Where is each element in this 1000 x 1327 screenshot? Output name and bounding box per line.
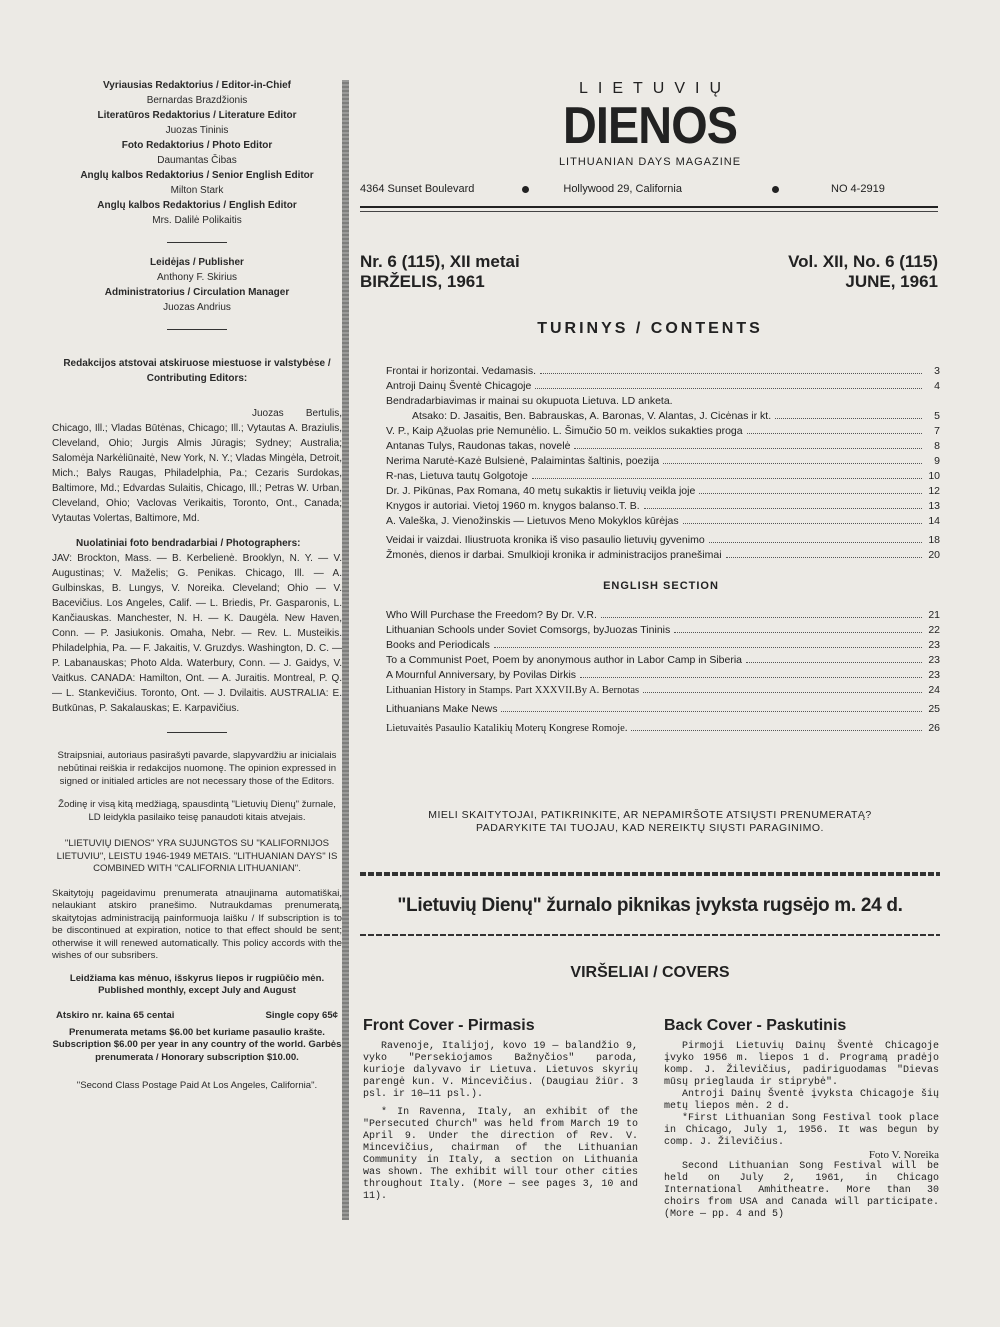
literature-editor-name: Juozas Tininis xyxy=(165,125,229,136)
back-cover-text-4: Second Lithuanian Song Festival will be held on July 2, 1961, in Chicago International Amhitheatre. More than 30 choirs from USA and Canada will participate. (More — pp. 4 and 5) xyxy=(664,1160,939,1220)
toc-entry xyxy=(386,470,940,485)
toc-entry-title: V. P., Kaip Ąžuolas prie Nemunėlio. L. Šimučio 50 m. veiklos sukakties proga xyxy=(386,425,743,437)
toc-entry xyxy=(386,722,940,737)
english-editor-name: Mrs. Dalilė Polikaitis xyxy=(152,215,242,226)
toc-entry xyxy=(386,440,940,455)
toc-entry-page: 23 xyxy=(928,639,940,651)
front-cover-description xyxy=(363,1017,638,1209)
toc-entry xyxy=(386,425,940,440)
appeal-line-1: MIELI SKAITYTOJAI, PATIKRINKITE, AR NEPAMIRŠOTE ATSIŲSTI PRENUMERATĄ? xyxy=(428,809,872,821)
toc-entry-title: Atsako: D. Jasaitis, Ben. Babrauskas, A. Baronas, V. Alantas, J. Cicėnas ir kt. xyxy=(412,410,772,422)
front-cover-text-lt: Ravenoje, Italijoj, kovo 19 — balandžio 9, vyko "Persekiojamos Bažnyčios" paroda, kurioje dalyvavo ir Lietuva. Lietuvos skyrių parengė kun. V. Mincevičius. (Daugiau žiūr. 3 psl. ir 10—11 psl.). xyxy=(363,1040,638,1100)
toc-entry-page: 14 xyxy=(928,515,940,527)
contributing-editors-title: Redakcijos atstovai atskiruose miestuose ir valstybėse / Contributing Editors: xyxy=(63,358,331,384)
toc-entry-title: Books and Periodicals xyxy=(386,639,490,651)
toc-entry-page: 24 xyxy=(928,684,940,696)
editor-in-chief-title: Vyriausias Redaktorius / Editor-in-Chief xyxy=(102,80,291,91)
toc-entry-title: To a Communist Poet, Poem by anonymous author in Labor Camp in Siberia xyxy=(386,654,743,666)
toc-leader-dots xyxy=(643,692,922,693)
decorative-rule xyxy=(360,934,940,936)
toc-leader-dots xyxy=(699,493,922,494)
toc-leader-dots xyxy=(601,617,922,618)
senior-english-editor-title: Anglų kalbos Redaktorius / Senior English Editor xyxy=(80,170,314,181)
issue-number-en: Vol. XII, No. 6 (115) xyxy=(788,252,938,271)
table-of-contents xyxy=(386,365,940,564)
toc-entry-page: 20 xyxy=(928,549,940,561)
toc-entry-page: 23 xyxy=(928,654,940,666)
toc-leader-dots xyxy=(726,557,922,558)
toc-entry xyxy=(386,515,940,530)
postage-notice: "Second Class Postage Paid At Los Angeles, California". xyxy=(76,1080,318,1091)
toc-entry xyxy=(386,549,940,564)
toc-leader-dots xyxy=(674,632,922,633)
masthead xyxy=(540,80,760,168)
divider xyxy=(167,732,227,733)
publication-schedule-en: Published monthly, except July and August xyxy=(98,985,296,996)
phone-number: NO 4-2919 xyxy=(831,183,885,195)
back-cover-text-3: *First Lithuanian Song Festival took place in Chicago, July 1, 1956. It was begun by comp. J. Žilevičius. xyxy=(664,1112,939,1148)
toc-entry xyxy=(386,485,940,500)
toc-entry xyxy=(386,395,940,410)
toc-entry-page: 13 xyxy=(928,500,940,512)
english-section-heading: ENGLISH SECTION xyxy=(603,580,719,592)
issue-date-en: JUNE, 1961 xyxy=(845,272,938,291)
toc-entry-title: Antanas Tulys, Raudonas takas, novelė xyxy=(386,440,571,452)
toc-entry-title: Dr. J. Pikūnas, Pax Romana, 40 metų sukaktis ir lietuvių veikla joje xyxy=(386,485,696,497)
subscription-prices: Prenumerata metams $6.00 bet kuriame pasaulio krašte. Subscription $6.00 per year in any country of the world. Garbės prenumerata / Honorary subscription $10.00. xyxy=(52,1026,342,1063)
english-editor-title: Anglų kalbos Redaktorius / English Editor xyxy=(97,200,297,211)
toc-entry-title: Knygos ir autoriai. Vietoj 1960 m. knygos balanso.T. B. xyxy=(386,500,640,512)
toc-entry-page: 21 xyxy=(928,609,940,621)
toc-entry-page: 26 xyxy=(928,722,940,734)
toc-leader-dots xyxy=(747,433,922,434)
single-copy-price-lt: Atskiro nr. kaina 65 centai xyxy=(56,1009,175,1021)
header-rule xyxy=(360,206,938,208)
issue-number-lt: Nr. 6 (115), XII metai xyxy=(360,252,520,271)
toc-leader-dots xyxy=(501,711,922,712)
toc-entry-title: Who Will Purchase the Freedom? By Dr. V.R. xyxy=(386,609,597,621)
appeal-line-2: PADARYKITE TAI TUOJAU, KAD NEREIKTŲ SIŲSTI PARAGINIMO. xyxy=(476,822,824,834)
toc-entry-page: 7 xyxy=(934,425,940,437)
toc-entry-page: 3 xyxy=(934,365,940,377)
toc-entry xyxy=(386,684,940,699)
toc-entry-page: 12 xyxy=(928,485,940,497)
divider xyxy=(167,329,227,330)
toc-leader-dots xyxy=(644,508,922,509)
toc-entry-page: 22 xyxy=(928,624,940,636)
toc-leader-dots xyxy=(709,542,922,543)
literature-editor-title: Literatūros Redaktorius / Literature Editor xyxy=(97,110,297,121)
toc-entry-title: Lithuanian Schools under Soviet Comsorgs, byJuozas Tininis xyxy=(386,624,671,636)
divider xyxy=(167,242,227,243)
toc-entry-page: 18 xyxy=(928,534,940,546)
toc-entry-page: 5 xyxy=(934,410,940,422)
subscription-notice: Skaitytojų pageidavimu prenumerata atnaujinama automatiškai, nelaukiant atskiro pranešimo. Nutraukdamas prenumeratą, skaitytojas administraciją painformuoja laišku / If subscription is to be discontinued at expiration, notice to that effect should be sent; otherwise it will renewed automatically. This policy accords with the wishes of our subsribers. xyxy=(52,887,342,961)
toc-entry-page: 25 xyxy=(928,703,940,715)
toc-entry-title: Bendradarbiavimas ir mainai su okupuota Lietuva. LD anketa. xyxy=(386,395,673,407)
toc-leader-dots xyxy=(532,478,922,479)
toc-entry xyxy=(386,654,940,669)
toc-entry xyxy=(386,609,940,624)
toc-entry xyxy=(386,410,940,425)
toc-entry-title: A. Valeška, J. Vienožinskis — Lietuvos Meno Mokyklos kūrėjas xyxy=(386,515,679,527)
back-cover-text-2: Antroji Dainų Šventė įvyksta Chicagoje šių metų liepos mėn. 2 d. xyxy=(664,1088,939,1112)
toc-entry-page: 8 xyxy=(934,440,940,452)
toc-entry-title: Frontai ir horizontai. Vedamasis. xyxy=(386,365,536,377)
back-cover-text-1: Pirmoji Lietuvių Dainų Šventė Chicagoje įvyko 1956 m. liepos 1 d. Programą pradėjo komp. J. Žilevičius, padiriguodamas "Dievas mūsų prieglauda ir stiprybė". xyxy=(664,1040,939,1088)
picnic-announcement: "Lietuvių Dienų" žurnalo piknikas įvyksta rugsėjo m. 24 d. xyxy=(397,895,903,916)
photographers-title: Nuolatiniai foto bendradarbiai / Photographers: xyxy=(76,538,301,549)
toc-entry-title: Lithuanians Make News xyxy=(386,703,498,715)
toc-entry xyxy=(386,669,940,684)
toc-entry-title: Lithuanian History in Stamps. Part XXXVII.By A. Bernotas xyxy=(386,685,640,696)
column-divider-bar xyxy=(342,80,349,1220)
toc-entry xyxy=(386,365,940,380)
toc-leader-dots xyxy=(663,463,922,464)
toc-entry-title: Veidai ir vaizdai. Iliustruota kronika iš viso pasaulio lietuvių gyvenimo xyxy=(386,534,705,546)
issue-date-lt: BIRŽELIS, 1961 xyxy=(360,272,485,291)
circulation-manager-name: Juozas Andrius xyxy=(163,302,231,313)
masthead-top-word: LIETUVIŲ xyxy=(578,80,731,97)
opinion-notice: Straipsniai, autoriaus pasirašyti pavarde, slapyvardžiu ar inicialais nebūtinai reiškia ir redakcijos nuomonę. The opinion expressed in signed or initialed articles are not necessary those of the Editors. xyxy=(57,750,337,787)
editor-in-chief-name: Bernardas Brazdžionis xyxy=(146,95,248,106)
front-cover-heading: Front Cover - Pirmasis xyxy=(363,1017,535,1034)
toc-leader-dots xyxy=(535,388,922,389)
toc-entry xyxy=(386,534,940,549)
toc-entry-page: 4 xyxy=(934,380,940,392)
toc-entry-page: 10 xyxy=(928,470,940,482)
senior-english-editor-name: Milton Stark xyxy=(170,185,224,196)
toc-entry-title: R-nas, Lietuva tautų Golgotoje xyxy=(386,470,528,482)
toc-entry xyxy=(386,455,940,470)
toc-leader-dots xyxy=(540,373,922,374)
publisher-name: Anthony F. Skirius xyxy=(156,272,238,283)
rights-notice: Žodinę ir visą kitą medžiagą, spausdintą "Lietuvių Dienų" žurnale, LD leidykla pasilaiko teisę panaudoti kitais atvejais. xyxy=(58,799,336,823)
single-copy-price-en: Single copy 65¢ xyxy=(265,1009,338,1021)
back-cover-description xyxy=(664,1017,939,1221)
decorative-rule xyxy=(360,872,940,876)
toc-entry xyxy=(386,703,940,718)
masthead-subtitle: LITHUANIAN DAYS MAGAZINE xyxy=(558,156,742,168)
address-bar xyxy=(360,183,940,195)
publisher-title: Leidėjas / Publisher xyxy=(150,257,244,268)
back-cover-heading: Back Cover - Paskutinis xyxy=(664,1017,847,1034)
toc-entry-page: 23 xyxy=(928,669,940,681)
toc-entry xyxy=(386,639,940,654)
issue-info-en xyxy=(788,252,938,292)
subscription-appeal xyxy=(360,809,940,835)
contributing-editors-list: Juozas Bertulis, Chicago, Ill.; Vladas Būtėnas, Chicago; Ill.; Vytautas A. Braziulis, Cleveland, Ohio; Jurgis Almis Jūragis; Sydney; Australia; Salomėja Narkėliūnaitė, New York, N. Y.; Vladas Mingėla, Detroit, Mich.; Balys Raugas, Philadelphia, Pa.; Cezaris Surdokas, Baltimore, Md.; Edvardas Sulaitis, Chicago, Ill.; Petras W. Urban, Cleveland, Ohio; Vaclovas Verikaitis, Toronto, Ont., Canada; Vytautas Volertas, Baltimore, Md. xyxy=(52,408,342,524)
contents-heading: TURINYS / CONTENTS xyxy=(537,320,763,337)
toc-leader-dots xyxy=(574,448,922,449)
toc-entry-title: Žmonės, dienos ir darbai. Smulkioji kronika ir administracijos pranešimai xyxy=(386,549,722,561)
publication-schedule-lt: Leidžiama kas mėnuo, išskyrus liepos ir rugpiūčio mėn. xyxy=(69,972,325,984)
toc-entry-title: Lietuvaitės Pasaulio Katalikių Moterų Kongrese Romoje. xyxy=(386,723,628,734)
city-address: Hollywood 29, California xyxy=(563,183,682,195)
toc-leader-dots xyxy=(746,662,922,663)
toc-entry-title: Antroji Dainų Šventė Chicagoje xyxy=(386,380,532,392)
photo-credit: Foto V. Noreika xyxy=(868,1148,939,1161)
toc-entry xyxy=(386,500,940,515)
toc-leader-dots xyxy=(775,418,922,419)
masthead-title: DIENOS xyxy=(562,97,738,155)
toc-entry-title: A Mournful Anniversary, by Povilas Dirkis xyxy=(386,669,577,681)
toc-entry-title: Nerima Narutė-Kazė Bulsienė, Palaimintas šaltinis, poezija xyxy=(386,455,660,467)
street-address: 4364 Sunset Boulevard xyxy=(360,183,475,195)
toc-leader-dots xyxy=(631,730,922,731)
photographers-list: JAV: Brockton, Mass. — B. Kerbelienė. Brooklyn, N. Y. — V. Augustinas; V. Maželis; G. Penikas. Chicago, Ill. — A. Gulbinskas, B. Lungys, V. Noreika. Cleveland; Ohio — V. Bacevičius. Los Angeles, Calif. — L. Briedis, Pr. Gasparonis, L. Kančiauskas. Manchester, N. H. — K. Daugėla. New Haven, Conn. — P. Jasiukonis. Omaha, Nebr. — Rev. L. Musteikis. Philadelphia, Pa. — F. Jakaitis, V. Gruzdys. Washington, D. C. — P. Labanauskas; Photo Alda. Waterbury, Conn. — J. Gaidys, V. Vaitkus. CANADA: Hamilton, Ont. — A. Juraitis. Montreal, P. Q. — L. Stankevičius. Toronto, Ont. — J. Dvilaitis. AUSTRALIA: E. Butkūnas, P. Sakalauskas; E. Karpavičius. xyxy=(52,553,342,714)
issue-info-lt xyxy=(360,252,520,292)
circulation-manager-title: Administratorius / Circulation Manager xyxy=(104,287,290,298)
english-contents xyxy=(386,609,940,737)
toc-entry-page: 9 xyxy=(934,455,940,467)
front-cover-text-en: * In Ravenna, Italy, an exhibit of the "Persecuted Church" was held from March 19 to April 9. Under the direction of Rev. V. Mincevičius, chairman of the Lithuanian Community in Italy, a section on Lithuania was shown. The exhibit will tour other cities throughout Italy. (More — see pages 3, 10 and 11). xyxy=(363,1106,638,1202)
toc-leader-dots xyxy=(580,677,922,678)
bullet-icon xyxy=(522,186,529,193)
single-copy-price xyxy=(52,1008,342,1023)
toc-leader-dots xyxy=(494,647,922,648)
toc-leader-dots xyxy=(683,523,922,524)
bullet-icon xyxy=(772,186,779,193)
toc-entry xyxy=(386,624,940,639)
covers-heading: VIRŠELIAI / COVERS xyxy=(570,964,730,981)
merger-notice: "LIETUVIŲ DIENOS" YRA SUJUNGTOS SU "KALIFORNIJOS LIETUVIU", LEISTU 1946-1949 METAIS. "LITHUANIAN DAYS" IS COMBINED WITH "CALIFORNIA LITHUANIAN". xyxy=(56,838,338,874)
photo-editor-name: Daumantas Čibas xyxy=(157,155,237,166)
header-rule-thin xyxy=(360,211,938,212)
toc-entry xyxy=(386,380,940,395)
photo-editor-title: Foto Redaktorius / Photo Editor xyxy=(121,140,273,151)
staff-column xyxy=(52,78,342,1093)
